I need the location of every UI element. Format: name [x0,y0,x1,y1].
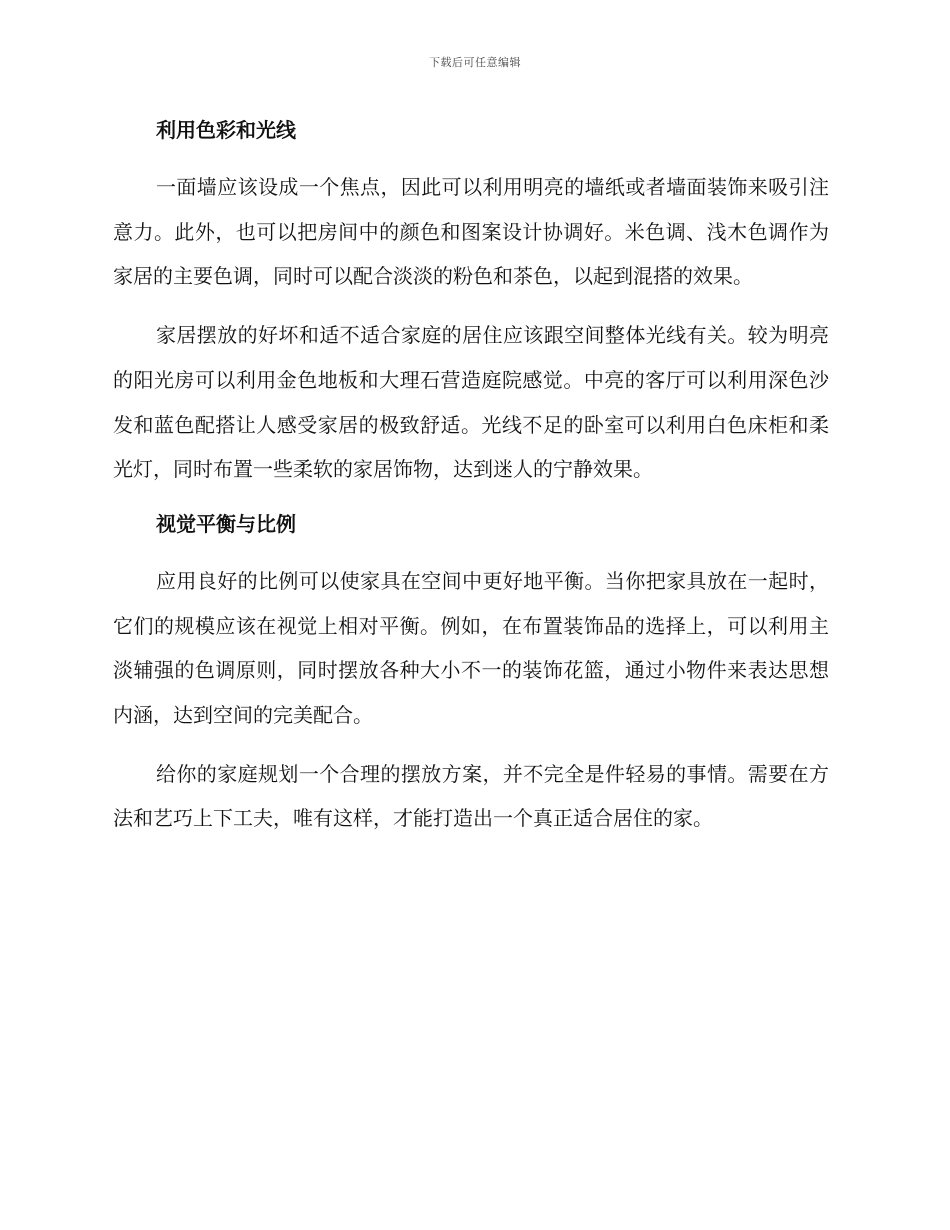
paragraph-proportion: 应用良好的比例可以使家具在空间中更好地平衡。当你把家具放在一起时，它们的规模应该在视觉上相对平衡。例如，在布置装饰品的选择上，可以利用主淡辅强的色调原则，同时摆放各种大小不一的装饰花篮，通过小物件来表达思想内涵，达到空间的完美配合。 [113,568,829,728]
paragraph-lighting: 家居摆放的好坏和适不适合家庭的居住应该跟空间整体光线有关。较为明亮的阳光房可以利用金色地板和大理石营造庭院感觉。中亮的客厅可以利用深色沙发和蓝色配搭让人感受家居的极致舒适。光线不足的卧室可以利用白色床柜和柔光灯，同时布置一些柔软的家居饰物，达到迷人的宁静效果。 [113,323,829,482]
header-note: 下载后可任意编辑 [429,56,521,69]
paragraph-conclusion: 给你的家庭规划一个合理的摆放方案，并不完全是件轻易的事情。需要在方法和艺巧上下工夫，唯有这样，才能打造出一个真正适合居住的家。 [113,761,829,831]
document-body [113,112,829,841]
paragraph-focus-wall: 一面墙应该设成一个焦点，因此可以利用明亮的墙纸或者墙面装饰来吸引注意力。此外，也可以把房间中的颜色和图案设计协调好。米色调、浅木色调作为家居的主要色调，同时可以配合淡淡的粉色和茶色，以起到混搭的效果。 [113,175,829,289]
section-heading-color-light: 利用色彩和光线 [156,118,296,142]
section-heading-balance-proportion: 视觉平衡与比例 [156,511,296,536]
